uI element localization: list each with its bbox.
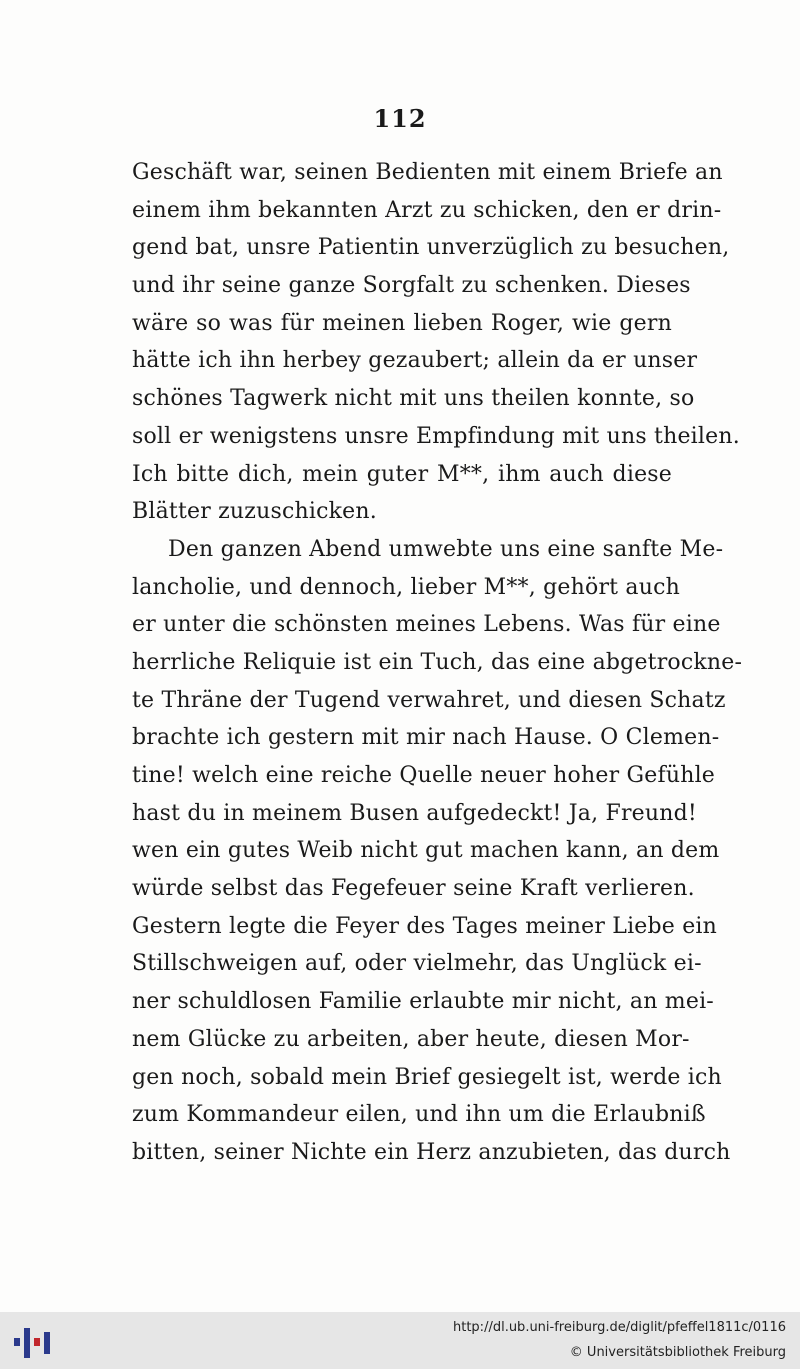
text-line: wen ein gutes Weib nicht gut machen kann, an dem [132,838,720,864]
text-line: herrliche Reliquie ist ein Tuch, das eine abgetrockne- [132,649,743,675]
text-line: er unter die schönsten meines Lebens. Was für eine [132,612,721,638]
text-line: wäre so was für meinen lieben Roger, wie gern [132,310,672,336]
text-line: Ich bitte dich, mein guter M**, ihm auch diese [132,461,672,487]
text-line: soll er wenigstens unsre Empfindung mit uns theilen. [132,423,740,449]
copyright-text: © Universitätsbibliothek Freiburg [569,1345,786,1360]
body-text [132,154,743,1172]
text-line: gen noch, sobald mein Brief gesiegelt ist, werde ich [132,1064,722,1090]
text-line: Geschäft war, seinen Bedienten mit einem Briefe an [132,160,723,185]
text-line: Gestern legte die Feyer des Tages meiner Liebe ein [132,913,718,939]
footer-bar [0,1312,800,1369]
text-line: hast du in meinem Busen aufgedeckt! Ja, Freund! [132,800,697,826]
text-line: brachte ich gestern mit mir nach Hause. O Clemen- [132,725,720,751]
text-line: ner schuldlosen Familie erlaubte mir nicht, an mei- [132,989,714,1015]
text-line: einem ihm bekannten Arzt zu schicken, den er drin- [132,197,722,223]
text-line: zum Kommandeur eilen, und ihn um die Erlaubniß [132,1102,706,1128]
text-line: würde selbst das Fegefeuer seine Kraft verlieren. [132,876,695,902]
text-line: schönes Tagwerk nicht mit uns theilen konnte, so [132,386,695,412]
text-line: hätte ich ihn herbey gezaubert; allein da er unser [132,348,698,374]
permalink-url[interactable]: http://dl.ub.uni-freiburg.de/diglit/pfeffel1811c/0116 [453,1320,786,1335]
paragraph-end-line: Blätter zuzuschicken. [132,499,377,525]
text-line: gend bat, unsre Patientin unverzüglich zu besuchen, [132,235,730,261]
text-line: nem Glücke zu arbeiten, aber heute, diesen Mor- [132,1026,690,1052]
page-number: 112 [373,104,427,133]
paragraph-start-line: Den ganzen Abend umwebte uns eine sanfte Me- [168,536,724,562]
text-line: lancholie, und dennoch, lieber M**, gehört auch [132,574,680,600]
text-line: und ihr seine ganze Sorgfalt zu schenken. Dieses [132,273,691,299]
ub-freiburg-logo-icon[interactable] [14,1322,54,1362]
text-line: te Thräne der Tugend verwahret, und diesen Schatz [132,687,726,713]
text-line: bitten, seiner Nichte ein Herz anzubieten, das durch [132,1139,731,1165]
text-line: tine! welch eine reiche Quelle neuer hoher Gefühle [132,763,716,788]
text-line: Stillschweigen auf, oder vielmehr, das Unglück ei- [132,951,702,977]
